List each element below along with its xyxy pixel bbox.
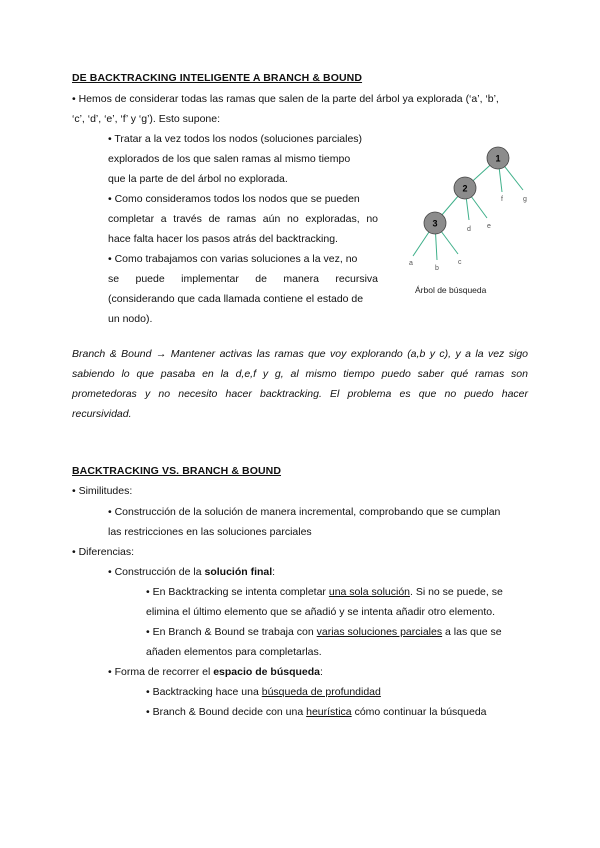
bullet2-line-1: • Como consideramos todos los nodos que se pueden: [108, 193, 360, 205]
diferencia-espacio: [108, 666, 323, 678]
diferencias-label: • Diferencias:: [72, 546, 135, 558]
search-tree-diagram: [395, 140, 530, 300]
italic-line-2: sabiendo lo que pasaba en la d,e,f y g, al mismo tiempo puedo saber qué ramas son: [72, 368, 528, 380]
tree-leaf-a: a: [409, 260, 413, 267]
tree-node-2-label: 2: [462, 183, 468, 194]
italic-line-1: Branch & Bound → Mantener activas las ramas que voy explorando (a,b y c), y a la vez sigo: [72, 348, 528, 360]
backtracking-busqueda-pre: • Backtracking hace una: [146, 686, 262, 698]
tree-edges: [413, 158, 523, 260]
similitudes-label: • Similitudes:: [72, 485, 133, 497]
tree-caption: Árbol de búsqueda: [415, 285, 487, 295]
tree-leaf-b: b: [435, 265, 439, 272]
italic-line-4: recursividad.: [72, 408, 132, 420]
tree-leaf-g: g: [523, 196, 527, 203]
similitud-line-1: • Construcción de la solución de manera incremental, comprobando que se cumplan: [108, 506, 501, 518]
section-heading-backtracking-inteligente: DE BACKTRACKING INTELIGENTE A BRANCH & BOUND: [72, 72, 363, 84]
bullet1-line-3: que la parte de del árbol no explorada.: [108, 173, 288, 185]
diferencia-construccion-pre: • Construcción de la: [108, 566, 205, 578]
bb-solucion-line-1: [146, 626, 502, 638]
backtracking-busqueda-line: [146, 686, 381, 698]
italic-line-3: prometedoras y no necesito hacer backtracking. El problema es que no puedo hacer: [72, 388, 528, 400]
diferencia-espacio-post: :: [320, 666, 323, 678]
tree-node-1-label: 1: [495, 153, 501, 164]
bullet1-line-2: explorados de los que salen ramas al mismo tiempo: [108, 153, 351, 165]
tree-leaf-e: e: [487, 223, 491, 230]
bullet2-line-2: completar a través de ramas aún no exploradas, no: [108, 213, 378, 225]
bb-busqueda-pre: • Branch & Bound decide con una: [146, 706, 307, 718]
bb-busqueda-post: cómo continuar la búsqueda: [351, 706, 487, 718]
una-sola-solucion-underline: una sola solución: [328, 586, 410, 598]
intro-line-2: ‘c’, ‘d’, ‘e’, ‘f’ y ‘g’). Esto supone:: [72, 113, 221, 125]
bb-busqueda-line: [146, 706, 487, 718]
diferencia-espacio-pre: • Forma de recorrer el: [108, 666, 214, 678]
similitud-line-2: las restricciones en las soluciones parciales: [108, 526, 312, 538]
bb-solucion-post: a las que se: [442, 626, 502, 638]
tree-node-3-label: 3: [432, 218, 438, 229]
bb-solucion-pre: • En Branch & Bound se trabaja con: [146, 626, 317, 638]
tree-leaf-c: c: [458, 259, 462, 266]
tree-leaf-d: d: [467, 226, 471, 233]
backtracking-solucion-line-1: [146, 586, 503, 598]
section-heading-backtracking-vs-bb: BACKTRACKING VS. BRANCH & BOUND: [72, 465, 282, 477]
backtracking-solucion-pre: • En Backtracking se intenta completar: [146, 586, 329, 598]
bullet3-line-2: se puede implementar de manera recursiva: [108, 273, 378, 285]
diferencia-construccion: [108, 566, 275, 578]
intro-line-1: • Hemos de considerar todas las ramas que salen de la parte del árbol ya explorada (‘a’, ‘b’,: [72, 93, 499, 105]
bb-solucion-line-2: añaden elementos para completarlas.: [146, 646, 322, 658]
diferencia-construccion-post: :: [272, 566, 276, 578]
bullet3-line-1: • Como trabajamos con varias soluciones a la vez, no: [108, 253, 358, 265]
bullet3-line-3: (considerando que cada llamada contiene el estado de: [108, 293, 364, 305]
tree-leaf-f: f: [501, 196, 503, 203]
heuristica-underline: heurística: [306, 706, 352, 718]
solucion-final-bold: solución final: [204, 566, 273, 578]
backtracking-solucion-line-2: elimina el último elemento que se añadió y se intenta añadir otro elemento.: [146, 606, 496, 618]
bullet2-line-3: hace falta hacer los pasos atrás del backtracking.: [108, 233, 338, 245]
bullet1-line-1: • Tratar a la vez todos los nodos (soluciones parciales): [108, 133, 363, 145]
varias-soluciones-underline: varias soluciones parciales: [316, 626, 443, 638]
busqueda-profundidad-underline: búsqueda de profundidad: [261, 686, 381, 698]
espacio-busqueda-bold: espacio de búsqueda: [213, 666, 320, 678]
backtracking-solucion-post: . Si no se puede, se: [410, 586, 503, 598]
bullet3-line-4: un nodo).: [108, 313, 153, 325]
